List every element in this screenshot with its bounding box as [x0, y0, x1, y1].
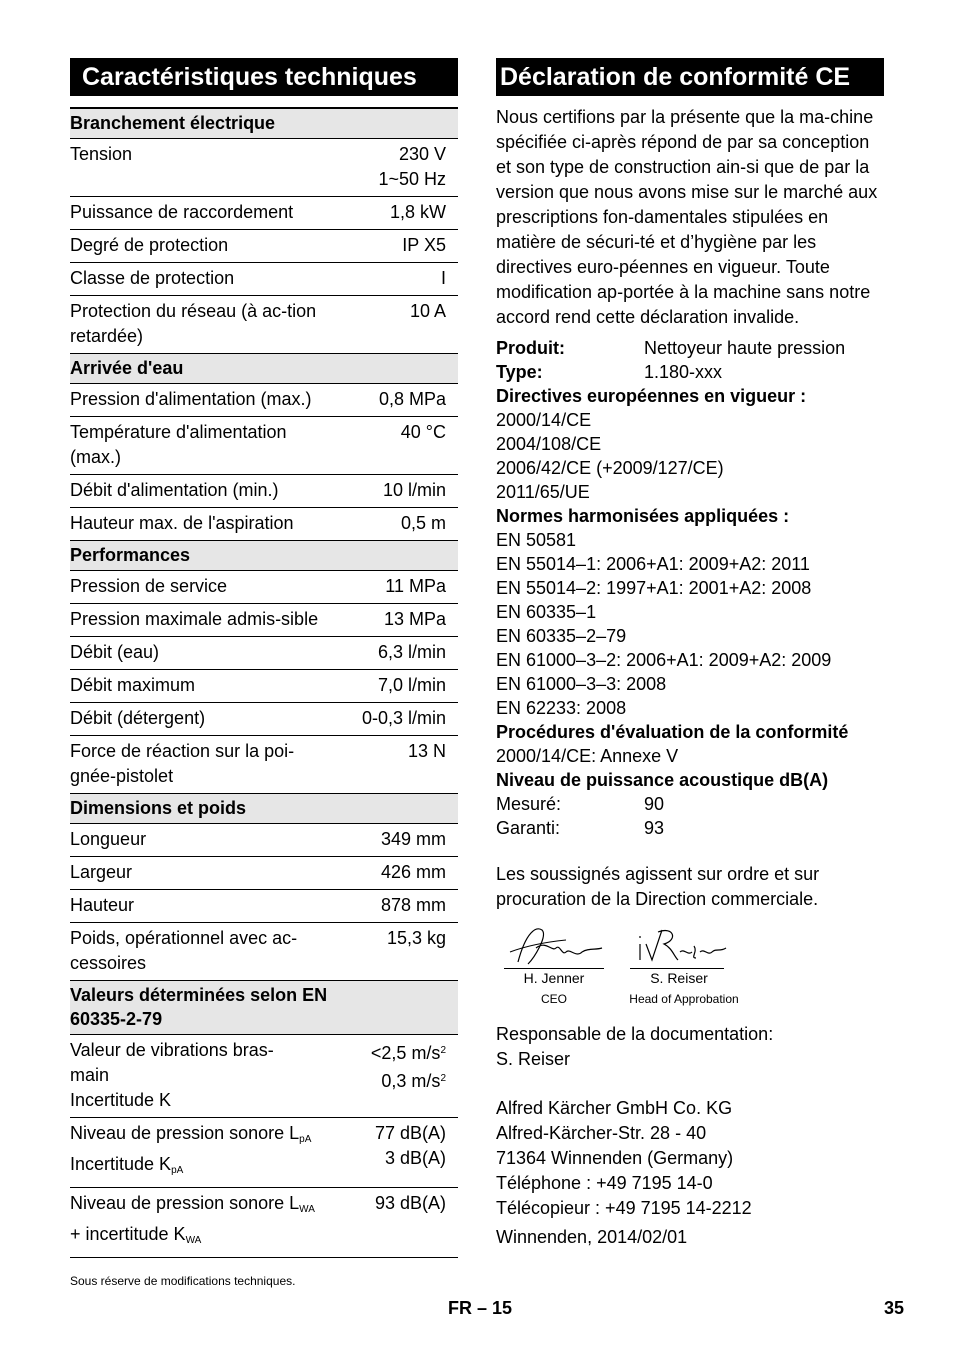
section-header: Dimensions et poids [70, 794, 458, 824]
spec-value [344, 508, 458, 541]
directives-title: Directives européennes en vigueur : [496, 386, 807, 406]
sound-power-uncertainty-label: + incertitude $K_{WA}$ [70, 1224, 202, 1246]
directive-item: 2000/14/CE [496, 410, 592, 430]
standards-title: Normes harmonisées appliquées : [496, 506, 790, 526]
spec-label: Débit d'alimentation (min.) [70, 475, 344, 508]
signatures [496, 922, 900, 1022]
footnote: Sous réserve de modifications techniques. [70, 1274, 296, 1288]
signatory-1-name: H. Jenner [523, 970, 585, 986]
technical-specs-column [70, 58, 458, 1288]
spec-value-line: 10 l/min [382, 480, 446, 500]
sound-pressure-label: Niveau de pression sonore $L_{pA}$ [70, 1123, 312, 1145]
vibration-uncertainty-value: 0,3 $m/s^2$ [381, 1071, 446, 1091]
spec-label: Tension [70, 139, 344, 197]
spec-value-line: 6,3 l/min [377, 642, 446, 662]
spec-label: Débit (eau) [70, 637, 344, 670]
spec-row [70, 296, 458, 354]
spec-row [70, 923, 458, 981]
address-line: Alfred Kärcher GmbH Co. KG [496, 1098, 733, 1118]
ce-title: Déclaration de conformité CE [496, 58, 884, 96]
spec-value-line: IP X5 [402, 235, 446, 255]
section-header: Arrivée d'eau [70, 354, 458, 384]
specs-table [70, 107, 458, 1258]
sound-pressure-uncertainty-value: 3 dB(A) [384, 1148, 446, 1168]
spec-value-line: 11 MPa [385, 576, 446, 596]
spec-value-line: 15,3 kg [386, 928, 446, 948]
spec-row [70, 475, 458, 508]
spec-value-line: 7,0 l/min [377, 675, 446, 695]
type-value: 1.180-xxx [644, 362, 723, 382]
signature-jenner [506, 922, 606, 970]
place-date: Winnenden, 2014/02/01 [496, 1227, 688, 1247]
spec-value-line: 13 N [407, 741, 446, 761]
spec-row [70, 139, 458, 197]
address-line: Téléphone : +49 7195 14-0 [496, 1173, 713, 1193]
sound-pressure-uncertainty-label: Incertitude $K_{pA}$ [70, 1154, 184, 1176]
footer-page-number: 35 [884, 1298, 905, 1318]
vibration-uncertainty-label: Incertitude K [70, 1090, 172, 1110]
address-line: Télécopieur : +49 7195 14-2212 [496, 1198, 752, 1218]
section-header: Performances [70, 541, 458, 571]
ce-intro: Nous certifions par la présente que la ma-chine spécifiée ci-après répond de par sa conception et son type de construction ain-si que de par la version que nous avons mise sur le marché aux prescriptions fon-damentales stipulées en matière de sécuri-té et d’hygiène par les directives euro-péennes en vigueur. Toute modification ap-portée à la machine sans notre accord rend cette déclaration invalide. [496, 107, 878, 327]
spec-value [344, 230, 458, 263]
spec-value-line: 13 MPa [383, 609, 446, 629]
signatory-2-name: S. Reiser [650, 970, 708, 986]
spec-value-line: 0,5 m [400, 513, 446, 533]
spec-value [344, 384, 458, 417]
spec-value-line: 10 A [409, 301, 446, 321]
sound-pressure-value: 77 dB(A) [374, 1123, 446, 1143]
spec-value-line: 878 mm [380, 895, 446, 915]
product-info [496, 336, 900, 384]
spec-value-line: 0,8 MPa [378, 389, 446, 409]
spec-row [70, 604, 458, 637]
standard-item: EN 60335–2–79 [496, 626, 627, 646]
spec-row [70, 384, 458, 417]
standard-item: EN 55014–1: 2006+A1: 2009+A2: 2011 [496, 554, 810, 574]
address-line: 71364 Winnenden (Germany) [496, 1148, 734, 1168]
section-header-vibration: Valeurs déterminées selon EN 60335-2-79 [70, 981, 458, 1035]
spec-value-line: 1,8 kW [389, 202, 446, 222]
noise-title: Niveau de puissance acoustique dB(A) [496, 770, 829, 790]
standard-item: EN 55014–2: 1997+A1: 2001+A2: 2008 [496, 578, 812, 598]
directives-list [496, 408, 900, 504]
vibration-value: <2,5 $m/s^2$ [370, 1043, 446, 1063]
standard-item: EN 60335–1 [496, 602, 597, 622]
spec-value [344, 703, 458, 736]
measured-label: Mesuré: [496, 794, 562, 814]
standard-item: EN 61000–3–3: 2008 [496, 674, 667, 694]
signature-reiser [634, 922, 734, 970]
standard-item: EN 61000–3–2: 2006+A1: 2009+A2: 2009 [496, 650, 832, 670]
ce-declaration-column [496, 58, 900, 1250]
spec-label: Pression d'alimentation (max.) [70, 384, 344, 417]
spec-value [344, 857, 458, 890]
spec-row [70, 857, 458, 890]
spec-row-sound-pressure [70, 1118, 458, 1188]
spec-label: Protection du réseau (à ac-tion retardée) [70, 296, 344, 354]
spec-label: Puissance de raccordement [70, 197, 344, 230]
spec-label: Hauteur max. de l'aspiration [70, 508, 344, 541]
spec-value-line: 0-0,3 l/min [361, 708, 446, 728]
spec-row [70, 571, 458, 604]
spec-row [70, 703, 458, 736]
procedures-value: 2000/14/CE: Annexe V [496, 746, 679, 766]
spec-value [344, 571, 458, 604]
spec-row [70, 508, 458, 541]
directive-item: 2006/42/CE (+2009/127/CE) [496, 458, 724, 478]
spec-label: Pression de service [70, 571, 344, 604]
signatory-1-role: CEO [540, 992, 567, 1006]
standards-list [496, 528, 900, 720]
spec-value [344, 824, 458, 857]
spec-label: Classe de protection [70, 263, 344, 296]
procedures-title: Procédures d'évaluation de la conformité [496, 722, 849, 742]
spec-value [344, 296, 458, 354]
spec-value-line: 349 mm [380, 829, 446, 849]
spec-value-line: I [440, 268, 446, 288]
standard-item: EN 50581 [496, 530, 577, 550]
spec-row-vibration [70, 1035, 458, 1118]
company-address [496, 1096, 900, 1221]
spec-row [70, 736, 458, 794]
product-value: Nettoyeur haute pression [644, 338, 846, 358]
spec-label: Largeur [70, 857, 344, 890]
guaranteed-value: 93 [644, 818, 665, 838]
footer-language-page: FR – 15 [448, 1298, 513, 1318]
spec-label: Hauteur [70, 890, 344, 923]
spec-label: Longueur [70, 824, 344, 857]
spec-value-line: 426 mm [380, 862, 446, 882]
spec-value-line: 230 V [398, 144, 446, 164]
spec-value [344, 670, 458, 703]
spec-label: Poids, opérationnel avec ac-cessoires [70, 923, 344, 981]
sound-power-value: 93 dB(A) [344, 1188, 458, 1258]
spec-value [344, 197, 458, 230]
spec-row [70, 824, 458, 857]
spec-label: Degré de protection [70, 230, 344, 263]
spec-label: Température d'alimentation (max.) [70, 417, 344, 475]
spec-value [344, 637, 458, 670]
spec-value [344, 890, 458, 923]
measured-value: 90 [644, 794, 665, 814]
doc-responsible-label: Responsable de la documentation: [496, 1024, 774, 1044]
spec-value-line: 1~50 Hz [378, 169, 446, 189]
sound-power-label: Niveau de pression sonore $L_{WA}$ [70, 1193, 315, 1215]
spec-value [344, 475, 458, 508]
guaranteed-label: Garanti: [496, 818, 561, 838]
spec-value [344, 417, 458, 475]
spec-label: Pression maximale admis-sible [70, 604, 344, 637]
spec-label: Débit (détergent) [70, 703, 344, 736]
spec-row-sound-power [70, 1188, 458, 1258]
spec-row [70, 670, 458, 703]
spec-row [70, 417, 458, 475]
spec-value [344, 736, 458, 794]
signatory-2-role: Head of Approbation [629, 992, 739, 1006]
directive-item: 2004/108/CE [496, 434, 602, 454]
spec-value [344, 139, 458, 197]
signatories-text: Les soussignés agissent sur ordre et sur procuration de la Direction commerciale. [496, 864, 820, 909]
spec-label: Force de réaction sur la poi-gnée-pistolet [70, 736, 344, 794]
spec-row [70, 197, 458, 230]
spec-value [344, 263, 458, 296]
spec-row [70, 890, 458, 923]
standard-item: EN 62233: 2008 [496, 698, 627, 718]
spec-value-line: 40 °C [400, 422, 446, 442]
spec-row [70, 263, 458, 296]
address-line: Alfred-Kärcher-Str. 28 - 40 [496, 1123, 707, 1143]
specs-title: Caractéristiques techniques [70, 58, 458, 96]
doc-responsible-name: S. Reiser [496, 1049, 571, 1069]
vibration-label: Valeur de vibrations bras-main [70, 1040, 274, 1085]
directive-item: 2011/65/UE [496, 482, 590, 502]
section-header: Branchement électrique [70, 108, 458, 139]
spec-label: Débit maximum [70, 670, 344, 703]
spec-value [344, 604, 458, 637]
product-label: Produit: [496, 338, 565, 358]
spec-row [70, 230, 458, 263]
type-label: Type: [496, 362, 543, 382]
spec-row [70, 637, 458, 670]
spec-value [344, 923, 458, 981]
